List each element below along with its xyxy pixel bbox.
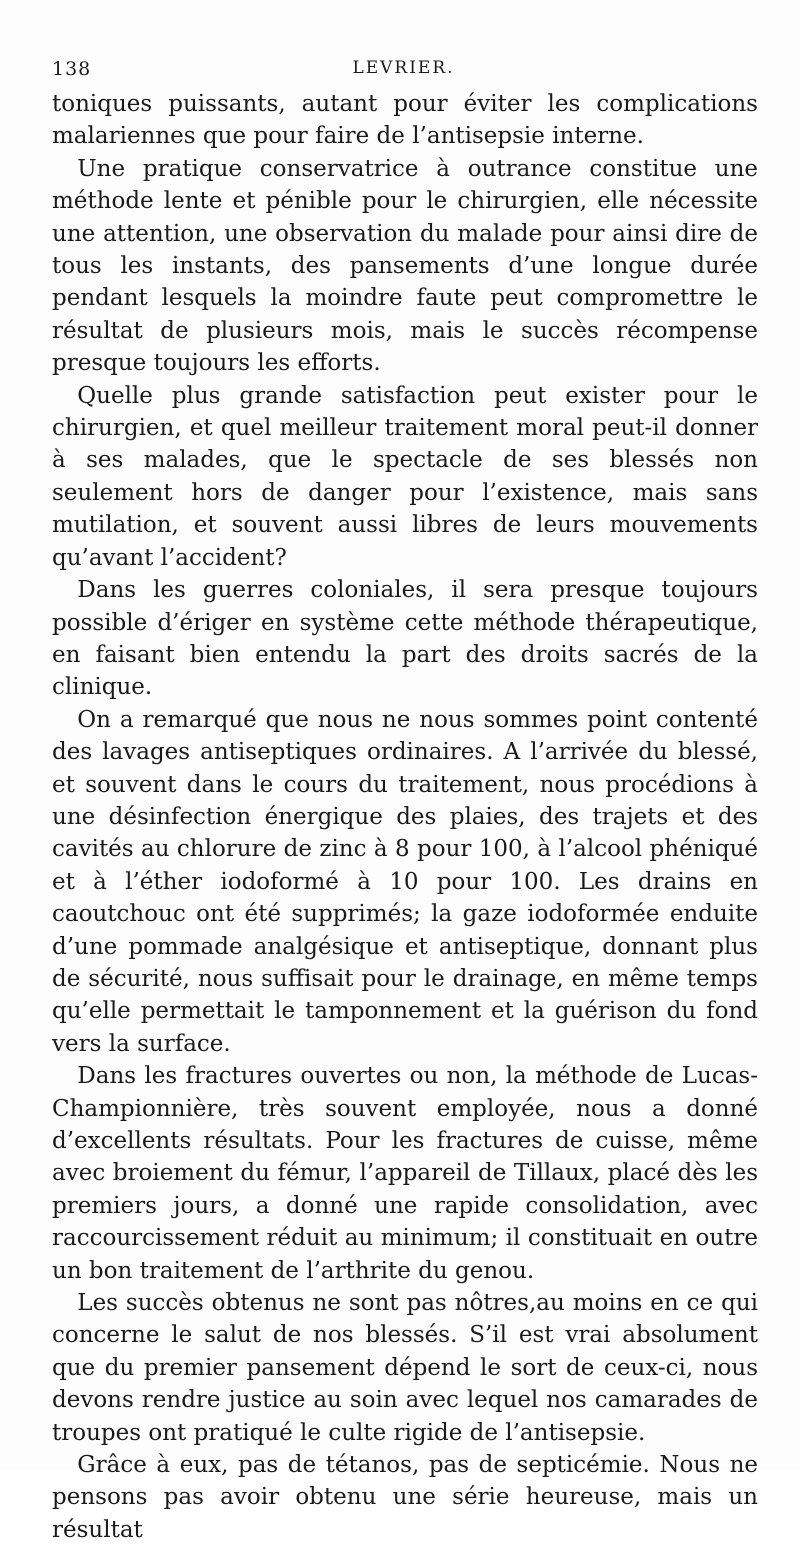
paragraph-continuation: toniques puissants, autant pour éviter les complications malariennes que pour faire de l’antisepsie interne.	[52, 91, 758, 150]
running-head	[52, 58, 755, 88]
page-number: 138	[52, 58, 92, 80]
body-text	[52, 88, 758, 1546]
paragraph: Les succès obtenus ne sont pas nôtres,au moins en ce qui concerne le salut de nos blessés. S’il est vrai absolument que du premier pansement dépend le sort de ceux-ci, nous devons rendre justice au soin avec lequel nos camarades de troupes ont pratiqué le culte rigide de l’antisepsie.	[52, 1290, 758, 1446]
paragraph: Grâce à eux, pas de tétanos, pas de septicémie. Nous ne pensons pas avoir obtenu une série heureuse, mais un résultat	[52, 1452, 758, 1543]
paragraph: Dans les fractures ouvertes ou non, la méthode de Lucas-Championnière, très souvent employée, nous a donné d’excellents résultats. Pour les fractures de cuisse, même avec broiement du fémur, l’appareil de Tillaux, placé dès les premiers jours, a donné une rapide consolidation, avec raccourcissement réduit au minimum; il constituait en outre un bon traitement de l’arthrite du genou.	[52, 1063, 758, 1284]
running-title: LEVRIER.	[352, 58, 455, 78]
paragraph: Dans les guerres coloniales, il sera presque toujours possible d’ériger en système cette méthode thérapeutique, en faisant bien entendu la part des droits sacrés de la clinique.	[52, 577, 758, 701]
paragraph: Quelle plus grande satisfaction peut exister pour le chirurgien, et quel meilleur traitement moral peut-il donner à ses malades, que le spectacle de ses blessés non seulement hors de danger pour l’existence, mais sans mutilation, et souvent aussi libres de leurs mouvements qu’avant l’accident?	[52, 382, 758, 571]
paragraph: On a remarqué que nous ne nous sommes point contenté des lavages antiseptiques ordinaires. A l’arrivée du blessé, et souvent dans le cours du traitement, nous procédions à une désinfection énergique des plaies, des trajets et des cavités au chlorure de zinc à 8 pour 100, à l’alcool phéniqué et à l’éther iodoformé à 10 pour 100. Les drains en caoutchouc ont été supprimés; la gaze iodoformée enduite d’une pommade analgésique et antiseptique, donnant plus de sécurité, nous suffisait pour le drainage, en même temps qu’elle permettait le tamponnement et la guérison du fond vers la surface.	[52, 706, 758, 1057]
paragraph: Une pratique conservatrice à outrance constitue une méthode lente et pénible pour le chirurgien, elle nécessite une attention, une observation du malade pour ainsi dire de tous les instants, des pansements d’une longue durée pendant lesquels la moindre faute peut compromettre le résultat de plusieurs mois, mais le succès récompense presque toujours les efforts.	[52, 155, 758, 377]
